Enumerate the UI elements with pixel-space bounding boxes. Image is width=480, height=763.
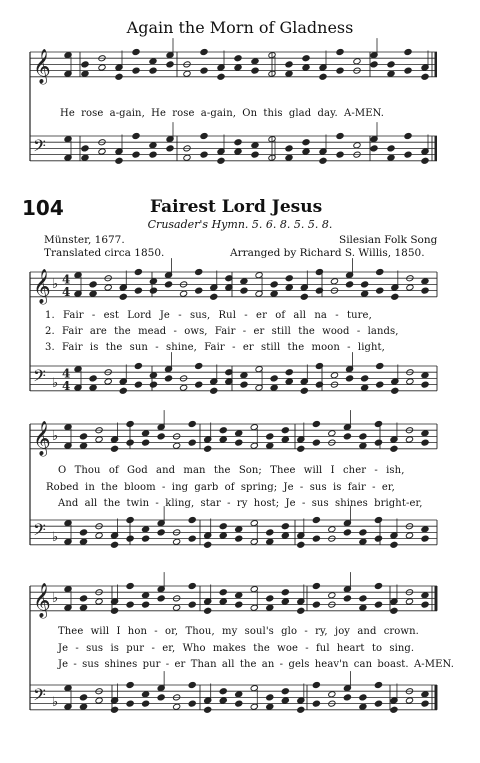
staff — [30, 122, 437, 164]
verse-3-line-2: And all the twin - kling, star - ry host; Je - sus shines bright-er, — [58, 498, 423, 509]
flat-icon: ♭ — [52, 591, 59, 607]
staff — [30, 38, 437, 85]
bass-clef-icon: 𝄢 — [33, 135, 46, 160]
flat-icon: ♭ — [52, 695, 59, 711]
svg-text:4: 4 — [62, 378, 71, 393]
flat-icon: ♭ — [52, 530, 59, 546]
tune-name: Crusader's Hymn. 5. 6. 8. 5. 5. 8. — [147, 218, 333, 231]
treble-clef-icon: 𝄞 — [33, 268, 51, 304]
verse-3-line-1: 3. Fair is the sun - shine, Fair - er still the moon - light, — [45, 342, 385, 353]
staff — [30, 671, 437, 713]
verse-1-line-1: 1. Fair - est Lord Je - sus, Rul - er of all na - ture, — [45, 310, 372, 321]
previous-hymn-title: Again the Morn of Gladness — [126, 18, 354, 37]
treble-clef-icon: 𝄞 — [33, 582, 51, 618]
svg-text:4: 4 — [62, 272, 71, 287]
verse-1-line-3: Thee will I hon - or, Thou, my soul's glo - ry, joy and crown. — [58, 626, 419, 637]
staff — [30, 506, 437, 548]
staff — [30, 410, 437, 457]
verse-3-line-3: Je - sus shines pur - er Than all the an - gels heav'n can boast. A-MEN. — [58, 659, 455, 670]
bass-clef-icon: 𝄢 — [33, 365, 46, 390]
bass-clef-icon: 𝄢 — [33, 684, 46, 709]
svg-text:4: 4 — [62, 284, 71, 299]
source-left: Münster, 1677. — [44, 234, 125, 246]
staff — [30, 258, 437, 305]
source-right: Silesian Folk Song — [339, 234, 438, 246]
verse-2-line-3: Je - sus is pur - er, Who makes the woe - ful heart to sing. — [58, 643, 415, 654]
treble-clef-icon: 𝄞 — [33, 48, 51, 84]
staff — [30, 572, 437, 619]
arranger-credit: Arranged by Richard S. Willis, 1850. — [230, 247, 425, 259]
flat-icon: ♭ — [52, 277, 59, 293]
previous-hymn-lyric: He rose a-gain, He rose a-gain, On this glad day. A-MEN. — [60, 108, 385, 119]
treble-clef-icon: 𝄞 — [33, 420, 51, 456]
bass-clef-icon: 𝄢 — [33, 519, 46, 544]
hymn-number: 104 — [22, 196, 64, 220]
svg-text:4: 4 — [62, 366, 71, 381]
verse-2-line-1: 2. Fair are the mead - ows, Fair - er still the wood - lands, — [45, 326, 399, 337]
translation-credit: Translated circa 1850. — [44, 247, 165, 259]
verse-1-line-2: O Thou of God and man the Son; Thee will I cher - ish, — [58, 465, 405, 476]
hymn-title: Fairest Lord Jesus — [150, 197, 323, 217]
verse-2-line-2: Robed in the bloom - ing garb of spring; Je - sus is fair - er, — [46, 482, 395, 493]
flat-icon: ♭ — [52, 429, 59, 445]
staff — [30, 352, 437, 394]
flat-icon: ♭ — [52, 376, 59, 392]
